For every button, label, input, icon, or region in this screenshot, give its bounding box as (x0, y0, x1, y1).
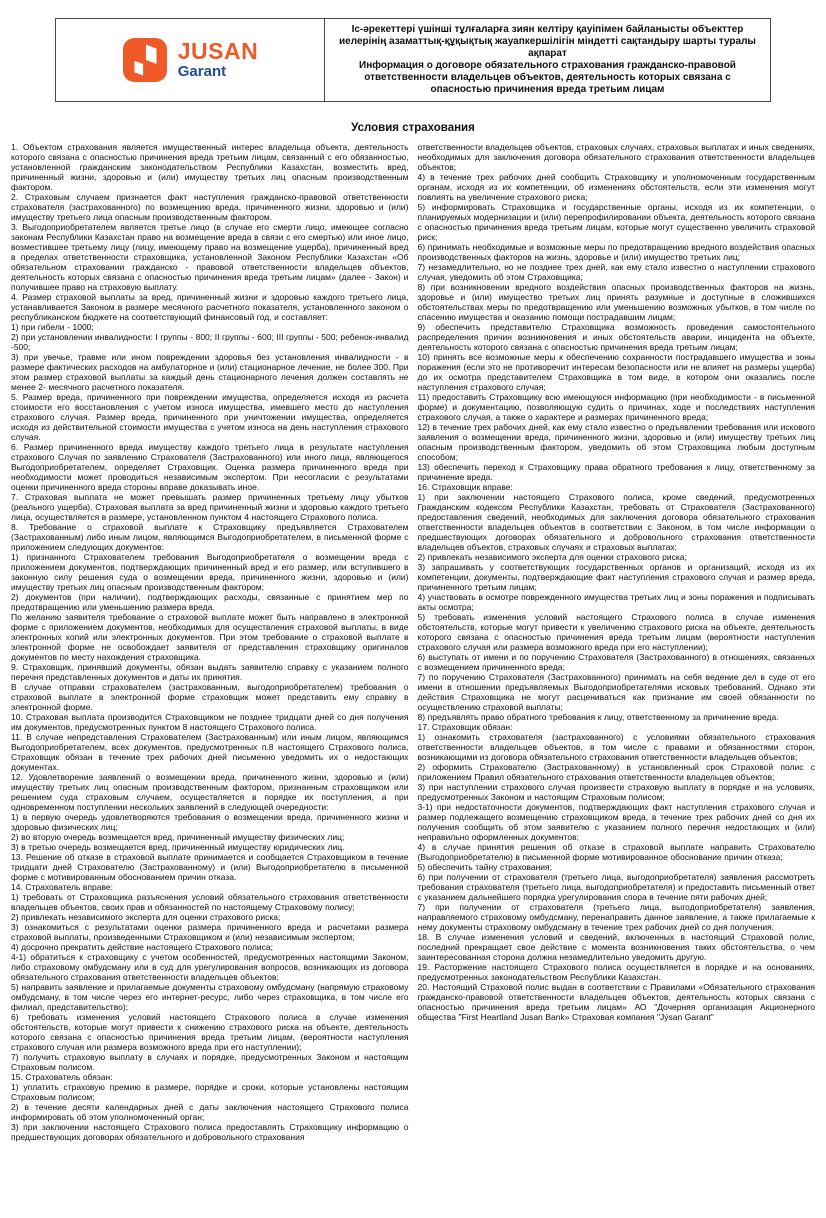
term-paragraph: 5) обеспечить тайну страхования; (417, 862, 553, 872)
terms-body (0, 142, 826, 1152)
term-paragraph: 4) в течение трех рабочих дней сообщить Страховщику и уполномоченным государственным органам, исходя из их компетенции, об изменениях обстоятельств, если эти изменения могут повлиять на увеличение страхового риска; (417, 172, 815, 202)
term-paragraph: 2) привлекать независимого эксперта для оценки страхового риска; (417, 552, 687, 562)
logo-sub-text: Garant (177, 62, 227, 80)
jusan-garant-logo (122, 37, 258, 83)
logo-cell (56, 19, 324, 101)
term-paragraph: 8. Требование о страховой выплате к Страховщику предъявляется Страхователем (Застрахованным) либо иным лицом, являющимся Выгодоприобретателем, в письменной форме с приложением следующих документов: (11, 522, 409, 552)
term-paragraph: 1) уплатить страховую премию в размере, порядке и сроки, которые установлены настоящим Страховым полисом; (11, 1082, 409, 1102)
term-paragraph: 11) предоставить Страховщику всю имеющуюся информацию (при необходимости - в письменной форме) и документацию, позволяющую судить о причинах, ходе и последствиях наступления страхового случая, а также о характере и размерах причиненного вреда; (417, 392, 815, 422)
header-title-kazakh: Іс-әрекеттері үшінші тұлғаларға зиян келтіру қауіпімен байланысты объекттер иелерінің азаматтық-құқықтық жауапкершілігін міндетті сақтандыру шарты туралы ақпарат (339, 24, 756, 59)
document-header (55, 18, 771, 102)
header-title-russian: Информация о договоре обязательного страхования гражданско-правовой ответственности владельцев объектов, деятельность которых связана с опасностью причинения вреда третьим лицам (359, 60, 736, 95)
term-paragraph: 5) направить заявление и прилагаемые документы страховому омбудсману (напрямую страховому омбудсману, в том числе через его интернет-ресурс, либо через страховщика, в том числе его филиал, представительство); (11, 982, 409, 1012)
term-paragraph: 9) обеспечить представителю Страховщика возможность проведения самостоятельного распределения причин возникновения и иных обстоятельств аварии, инцидента на объекте, деятельность которого связана с опасностью причинения вреда третьим лицам; (417, 322, 815, 352)
term-paragraph: 2) при установлении инвалидности: I группы - 800; II группы - 600; III группы - 500; ребенок-инвалид -500; (11, 332, 409, 352)
header-title-cell (324, 19, 770, 101)
term-paragraph: 2) оформить Страхователю (Застрахованному) в установленный срок Страховой полис с приложением Правил обязательного страхования ответственности владельцев объектов; (417, 762, 815, 782)
logo-brand-text: JUSAN (177, 37, 259, 64)
term-paragraph: 1. Объектом страхования является имущественный интерес владельца объекта, деятельность которого связана с опасностью причинения вреда третьим лицам, связанный с его обязанностью, установленной гражданским законодательством Республики Казахстан, возместить вред, причиненный жизни, здоровью и (или) имуществу третьих лиц опасным производственным фактором. (11, 142, 409, 192)
term-paragraph: 18. В случае изменения условий и сведений, включенных в настоящий Страховой полис, последний прекращает свое действие с момента возникновения таких обстоятельства, о чем заинтересованная сторона должна незамедлительно уведомить другую. (417, 932, 815, 962)
term-paragraph: 6. Размер причиненного вреда имуществу каждого третьего лица в результате наступления страхового Случая по заявлению Страхователя (Застрахованного) или иного лица, являющегося Выгодоприобретателем, определяет Страховщик. Оценка размера причиненного вреда при необходимости может проводиться независимым экспертом. При несогласии с результатами оценки причиненного вреда стороны вправе доказывать иное. (11, 442, 409, 492)
term-paragraph: 3) при увечье, травме или ином повреждении здоровья без установления инвалидности - в размере фактических расходов на амбулаторное и (или) стационарное лечение, не более 300. При этом размер страховой выплаты за каждый день стационарного лечения должен составлять не менее 2- месячного расчетного показателя. (11, 352, 409, 392)
terms-left-column (11, 142, 409, 1142)
term-paragraph: 2) в течение десяти календарных дней с даты заключения настоящего Страхового полиса информировать об этом уполномоченный орган; (11, 1102, 409, 1122)
term-paragraph: 3) запрашивать у соответствующих государственных органов и организаций, исходя из их компетенции, документы, подтверждающие факт наступления страхового случая и размер вреда, причиненного третьим лицам; (417, 562, 815, 592)
terms-right-column (418, 142, 816, 1142)
term-paragraph: 2) привлекать независимого эксперта для оценки страхового риска; (11, 912, 281, 922)
term-paragraph: 3-1) при недостаточности документов, подтверждающих факт наступления страхового случая и размер подлежащего возмещению страховщиком вреда, в течение трех рабочих дней со дня их получения сообщить об этом заявителю с указанием полного перечня недостающих и (или) неправильно оформленных документов; (417, 802, 815, 842)
term-paragraph: 2) во вторую очередь возмещается вред, причиненный имуществу физических лиц; (11, 832, 345, 842)
term-paragraph: 5) информировать Страховщика и государственные органы, исходя из их компетенции, о планируемых модернизации и (или) перепрофилировании объекта, деятельность которого связана с опасностью причинения вреда третьим лицам, которые могут существенно увеличить страховой риск; (417, 202, 815, 242)
term-paragraph: 7) незамедлительно, но не позднее трех дней, как ему стало известно о наступлении страхового случая, уведомить об этом Страховщика; (417, 262, 815, 282)
term-paragraph: 15. Страхователь обязан: (11, 1072, 113, 1082)
term-paragraph: 3) при наступлении страхового случая произвести страховую выплату в порядке и на условиях, предусмотренных Законом и настоящим Страховым полисом; (417, 782, 815, 802)
term-paragraph: 6) принимать необходимые и возможные меры по предотвращению вредного воздействия опасных производственных факторов на жизнь, здоровье и (или) имущество третьих лиц; (417, 242, 815, 262)
term-paragraph: 3) при заключении настоящего Страхового полиса предоставлять Страховщику информацию о предшествующих договорах обязательного и добровольного страхования (11, 1122, 409, 1142)
term-paragraph: 4) в случае принятия решения об отказе в страховой выплате направить Страхователю (Выгодоприобретателю) в письменной форме мотивированное обоснование причин отказа; (417, 842, 815, 862)
logo-text (177, 37, 259, 81)
term-paragraph: 20. Настоящий Страховой полис выдан в соответствии с Правилами «Обязательного страхования гражданско-правовой ответственности владельцев объектов, деятельность которых связана с опасностью причинения вреда третьим лицам» АО "Дочерняя организация Акционерного общества "First Heartland Jusan Bank» Страховая компания "Jýsan Garant" (417, 982, 815, 1022)
term-paragraph: 7. Страховая выплата не может превышать размер причиненных третьему лицу убытков (реального ущерба). Страховая выплата за вред причиненный жизни и здоровью каждого третьего лица, осуществляется в размере, установленном пунктом 4 настоящего Страхового полиса. (11, 492, 409, 522)
term-paragraph: 5. Размер вреда, причиненного при повреждении имущества, определяется исходя из расчета стоимости его восстановления с учетом износа имущества, имевшего место до наступления страхового случая. Размер вреда, причиненного при уничтожении имущества, определяется исходя из действительной стоимости имущества с учетом износа на день наступления страхового случая. (11, 392, 409, 442)
term-paragraph: 4) досрочно прекратить действие настоящего Страхового полиса; (11, 942, 273, 952)
term-paragraph: 19. Расторжение настоящего Страхового полиса осуществляется в порядке и на основаниях, предусмотренных законодательством Республики Казахстан. (417, 962, 815, 982)
term-paragraph: 8) предъявлять право обратного требования к лицу, ответственному за причинение вреда. (417, 712, 779, 722)
term-paragraph: 3) ознакомиться с результатами оценки размера причиненного вреда и расчетами размера страховой выплаты, произведенными Страховщиком и (или) независимым экспертом; (11, 922, 409, 942)
term-paragraph: 1) требовать от Страховщика разъяснения условий обязательного страхования ответственности владельцев объектов, своих прав и обязанностей по настоящему Страховому полису; (11, 892, 409, 912)
term-paragraph: 3. Выгодоприобретателем является третье лицо (в случае его смерти лицо, имеющее согласно законам Республики Казахстан право на возмещение вреда в связи с его смертью) или иное лицо, возместившее третьему лицу (лицу, имеющему право на возмещение ущерба), причиненный вред в пределах ответственности страховщика, установленной Законом Республики Казахстан «Об обязательном страховании гражданско - правовой ответственности владельцев объектов, деятельность которых связана с опасностью причинения вреда третьим лицам» (далее - Закон) и получившее право на страховую выплату. (11, 222, 409, 292)
term-paragraph: 2) документов (при наличии), подтверждающих расходы, связанные с принятием мер по предотвращению или уменьшению размера вреда. (11, 592, 409, 612)
term-paragraph: 4. Размер страховой выплаты за вред, причиненный жизни и здоровью каждого третьего лица, устанавливается Законом в размере месячного расчетного показателя, установленного законом о республиканском бюджете на соответствующий финансовый год, и составляет: (11, 292, 409, 322)
term-paragraph: В случае отправки страхователем (застрахованным, выгодоприобретателем) требования о страховой выплате в электронной форме страховщик может представить ему справку в электронной форме. (11, 682, 409, 712)
term-paragraph: 12) в течение трех рабочих дней, как ему стало известно о предъявлении требования или искового заявления о возмещении вреда, причиненного жизни, здоровью и (или) имуществу третьих лиц опасным производственным фактором, уведомить об этом Страховщика любым доступным способом; (417, 422, 815, 462)
term-paragraph: 5) требовать изменения условий настоящего Страхового полиса в случае изменения обстоятельств, которые могут привести к увеличению страхового риска на объекте, деятельность которого связана с опасностью причинения вреда третьим лицам (вероятности наступления страхового случая или размера возможного вреда при его наступлении); (417, 612, 815, 652)
term-paragraph: 7) получить страховую выплату в случаях и порядке, предусмотренных Законом и настоящим Страховым полисом. (11, 1052, 409, 1072)
term-paragraph: 1) в первую очередь удовлетворяются требования о возмещении вреда, причиненного жизни и здоровью физических лиц; (11, 812, 409, 832)
section-title: Условия страхования (351, 122, 475, 134)
term-paragraph: 6) выступать от имени и по поручению Страхователя (Застрахованного) в отношениях, связанных с возмещением причиненного вреда; (417, 652, 815, 672)
term-paragraph: 17. Страховщик обязан: (417, 722, 513, 732)
term-paragraph: 1) ознакомить страхователя (застрахованного) с условиями обязательного страхования ответственности владельцев объектов, в том числе с правами и обязанностями сторон, возникающими из договора обязательного страхования ответственности владельцев объектов; (417, 732, 815, 762)
term-paragraph: 1) при заключении настоящего Страхового полиса, кроме сведений, предусмотренных Гражданским кодексом Республики Казахстан, требовать от Страхователя (Застрахованного) предоставления сведений, необходимых для заключения договора обязательного страхования ответственности владельцев объектов в соответствии с Законом, в том числе информации о предшествующих договорах обязательного и добровольного страхования ответственности владельцев объектов, страховых случаях и страховых выплатах; (417, 492, 815, 552)
term-paragraph: 1) признанного Страхователем требования Выгодоприобретателя о возмещении вреда с приложением документов, подтверждающих причиненный вред и его размер, или вступившего в законную силу решения суда о возмещении вреда, причиненного жизни, здоровью и (или) имуществу третьих лиц опасным производственным фактором; (11, 552, 409, 592)
term-paragraph: 4) участвовать в осмотре поврежденного имущества третьих лиц и зоны поражения и подписывать акты осмотра; (417, 592, 815, 612)
document-page (0, 18, 826, 1218)
term-paragraph: По желанию заявителя требование о страховой выплате может быть направлено в электронной форме с приложением документов, необходимых для осуществления страховой выплаты, в виде электронных копий или электронных документов. При этом требование о страховой выплате в электронной форме не освобождает заявителя от представления страховщику оригиналов документов по месту нахождения страховщика. (11, 612, 409, 662)
term-paragraph: 11. В случае непредставления Страхователем (Застрахованным) или иным лицом, являющимся Выгодоприобретателем, всех документов, предусмотренных п.8 настоящего Страхового полиса, Страховщик обязан в течение трех рабочих дней письменно уведомить их о недостающих документах. (11, 732, 409, 772)
term-paragraph: 13) обеспечить переход к Страховщику права обратного требования к лицу, ответственному за причинение вреда. (417, 462, 815, 482)
term-paragraph: 3) в третью очередь возмещается вред, причиненный имуществу юридических лиц. (11, 842, 345, 852)
term-paragraph: 10) принять все возможные меры к обеспечению сохранности пострадавшего имущества и зоны поражения (если это не противоречит интересам безопасности или не влияет на размеры ущерба) до их осмотра представителем Страховщика в том виде, в котором они оказались после наступления страхового случая; (417, 352, 815, 392)
term-paragraph: 1) при гибели - 1000; (11, 322, 94, 332)
term-paragraph: 6) при получении от страхователя (третьего лица, выгодоприобретателя) заявления рассмотреть требования страхователя (третьего лица, выгодоприобретателя) и предоставить письменный ответ с указанием дальнейшего порядка урегулирования спора в течение пяти рабочих дней; (417, 872, 815, 902)
term-paragraph: 13. Решение об отказе в страховой выплате принимается и сообщается Страховщиком в течение тридцати дней Страхователю (Застрахованному) и (или) Выгодоприобретателю в письменной форме с мотивированным обоснованием причин отказа. (11, 852, 409, 882)
term-paragraph: 6) требовать изменения условий настоящего Страхового полиса в случае изменения обстоятельств, которые могут привести к снижению страхового риска на объекте, деятельность которого связана с опасностью причинения вреда третьим лицам, (вероятности наступления страхового случая или размера возможного вреда при его наступлении); (11, 1012, 409, 1052)
term-paragraph: 10. Страховая выплата производится Страховщиком не позднее тридцати дней со дня получения им документов, предусмотренных пунктом 8 настоящего Страхового полиса. (11, 712, 409, 732)
term-paragraph: 16. Страховщик вправе: (417, 482, 513, 492)
term-paragraph: 9. Страховщик, принявший документы, обязан выдать заявителю справку с указанием полного перечня представленных документов и даты их принятия. (11, 662, 409, 682)
term-paragraph: 8) при возникновении вредного воздействия опасных производственных факторов на жизнь, здоровье и (или) имущество третьих лиц принять разумные и доступные в сложившихся обстоятельствах меры по предотвращению или уменьшению возможных убытков, в том числе по спасению имущества и оказанию помощи пострадавшим лицам; (417, 282, 815, 322)
term-paragraph: 14. Страхователь вправе: (11, 882, 113, 892)
term-paragraph: ответственности владельцев объектов, страховых случаях, страховых выплатах и иных сведениях, необходимых для заключения договора обязательного страхования ответственности владельцев объектов; (417, 142, 815, 172)
term-paragraph: 2. Страховым случаем признается факт наступления гражданско-правовой ответственности страхователя (застрахованного) по возмещению вреда, причиненного жизни, здоровью и (или) имуществу третьего лица опасным производственным фактором. (11, 192, 409, 222)
term-paragraph: 12. Удовлетворение заявлений о возмещении вреда, причиненного жизни, здоровью и (или) имуществу третьих лиц опасным производственным фактором, признанным страховщиком или решением суда страховым случаем, осуществляется в порядке их поступления, а при одновременном поступлении нескольких заявлений в следующей очередности: (11, 772, 409, 812)
term-paragraph: 7) по поручению Страхователя (Застрахованного) принимать на себя ведение дел в суде от его имени в отношении предъявляемых Выгодоприобретателями исковых требований. Однако эти действия Страховщика не могут расцениваться как признание им своей обязанности по осуществлению страховой выплаты; (417, 672, 815, 712)
jusan-logo-icon (122, 37, 168, 83)
term-paragraph: 4-1) обратиться к страховщику с учетом особенностей, предусмотренных настоящими Законом, либо страховому омбудсману или в суд для урегулирования вопросов, возникающих из договора обязательного страхования ответственности владельцев объектов; (11, 952, 409, 982)
term-paragraph: 7) при получении от страхователя (третьего лица, выгодоприобретателя) заявления, направляемого страховому омбудсману, перенаправить данное заявление, а также прилагаемые к нему документы страховому омбудсману в течение трех рабочих дней со дня получения. (417, 902, 815, 932)
